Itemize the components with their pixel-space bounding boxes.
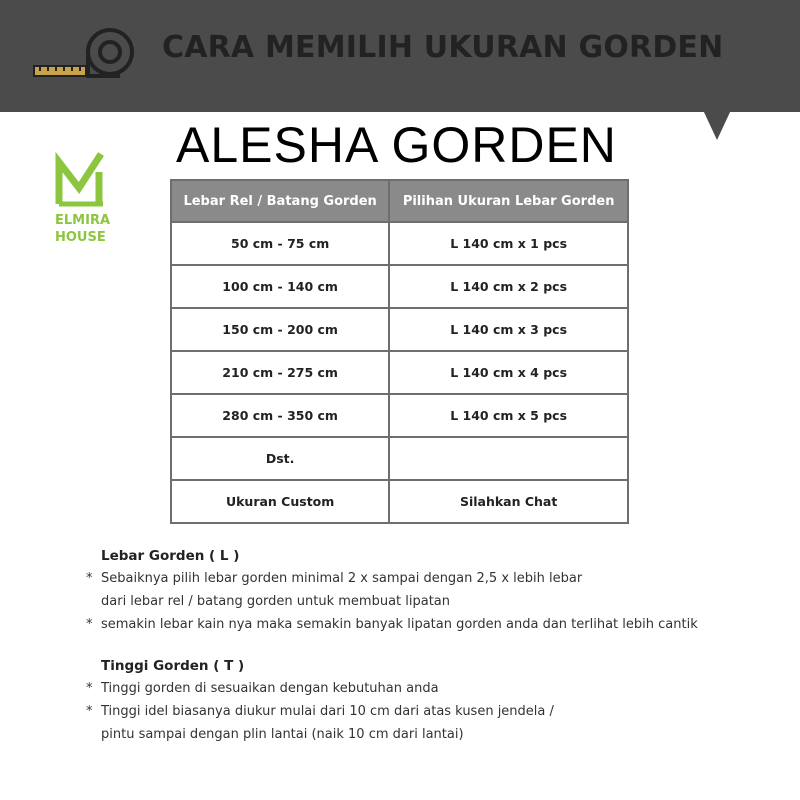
size-table	[170, 179, 629, 524]
tinggi-gorden-list	[86, 677, 786, 746]
column-header-curtain-size: Pilihan Ukuran Lebar Gorden	[389, 180, 628, 222]
tinggi-gorden-heading: Tinggi Gorden ( T )	[101, 658, 245, 674]
bullet-star: *	[86, 681, 93, 696]
column-header-rail-width: Lebar Rel / Batang Gorden	[171, 180, 389, 222]
elmira-logo-icon	[55, 148, 113, 208]
list-item	[86, 723, 786, 746]
header-banner	[0, 0, 800, 112]
note-text: semakin lebar kain nya maka semakin banyak lipatan gorden anda dan terlihat lebih cantik	[101, 617, 698, 632]
curtain-size-cell: L 140 cm x 4 pcs	[389, 351, 628, 394]
measuring-tape-icon	[30, 26, 138, 82]
logo-line-1: ELMIRA	[55, 213, 111, 228]
logo-text	[55, 212, 110, 246]
rail-width-cell: 280 cm - 350 cm	[171, 394, 389, 437]
table-row	[171, 437, 628, 480]
note-text: Sebaiknya pilih lebar gorden minimal 2 x sampai dengan 2,5 x lebih lebar	[101, 571, 583, 586]
curtain-size-cell: L 140 cm x 2 pcs	[389, 265, 628, 308]
bullet-star: *	[86, 617, 93, 632]
header-pointer	[703, 110, 731, 140]
table-row	[171, 265, 628, 308]
table-row	[171, 394, 628, 437]
curtain-size-cell: Silahkan Chat	[389, 480, 628, 523]
list-item	[86, 567, 786, 590]
curtain-size-cell: L 140 cm x 3 pcs	[389, 308, 628, 351]
list-item	[86, 677, 786, 700]
note-text: Tinggi idel biasanya diukur mulai dari 10 cm dari atas kusen jendela /	[101, 704, 554, 719]
rail-width-cell: 100 cm - 140 cm	[171, 265, 389, 308]
curtain-size-cell	[389, 437, 628, 480]
rail-width-cell: Dst.	[171, 437, 389, 480]
table-row	[171, 351, 628, 394]
rail-width-cell: 210 cm - 275 cm	[171, 351, 389, 394]
bullet-star: *	[86, 571, 93, 586]
logo-line-2: HOUSE	[55, 230, 106, 245]
header-title: CARA MEMILIH UKURAN GORDEN	[162, 30, 724, 65]
list-item	[86, 613, 786, 636]
curtain-size-cell: L 140 cm x 5 pcs	[389, 394, 628, 437]
list-item	[86, 590, 786, 613]
table-row	[171, 308, 628, 351]
notes-section	[86, 548, 786, 768]
curtain-size-cell: L 140 cm x 1 pcs	[389, 222, 628, 265]
note-text: pintu sampai dengan plin lantai (naik 10 cm dari lantai)	[101, 727, 464, 742]
table-header-row	[171, 180, 628, 222]
note-text: dari lebar rel / batang gorden untuk membuat lipatan	[101, 594, 451, 609]
lebar-gorden-heading: Lebar Gorden ( L )	[101, 548, 240, 564]
note-text: Tinggi gorden di sesuaikan dengan kebutuhan anda	[101, 681, 439, 696]
rail-width-cell: 150 cm - 200 cm	[171, 308, 389, 351]
rail-width-cell: 50 cm - 75 cm	[171, 222, 389, 265]
lebar-gorden-list	[86, 567, 786, 636]
rail-width-cell: Ukuran Custom	[171, 480, 389, 523]
brand-title: ALESHA GORDEN	[176, 117, 617, 173]
bullet-star: *	[86, 704, 93, 719]
list-item	[86, 700, 786, 723]
table-row	[171, 222, 628, 265]
table-row	[171, 480, 628, 523]
